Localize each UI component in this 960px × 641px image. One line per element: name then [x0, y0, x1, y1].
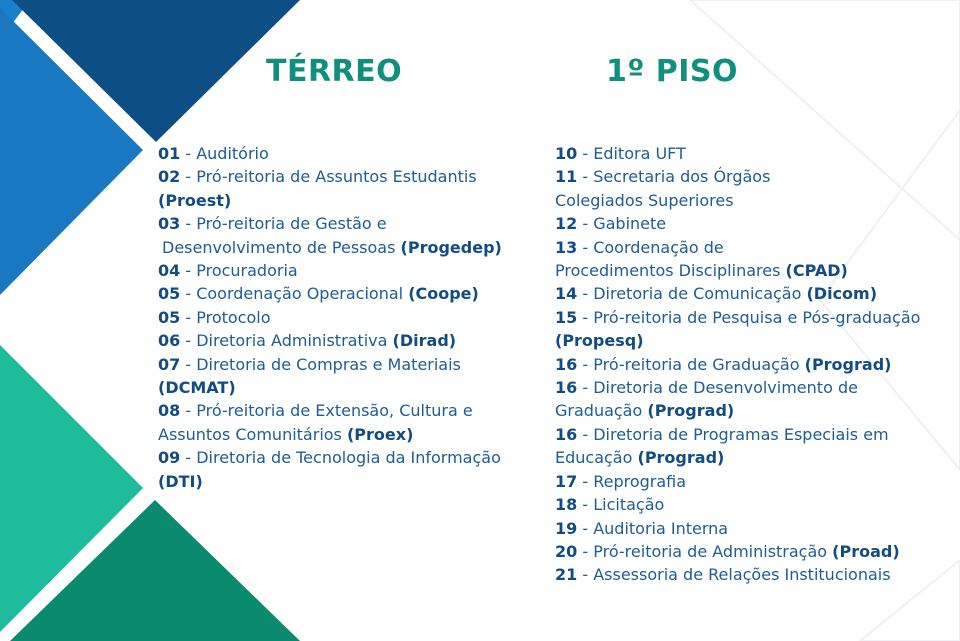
item-abbreviation: (Proad) — [832, 541, 900, 561]
item-number: 21 — [555, 565, 578, 585]
item-number: 16 — [555, 424, 578, 444]
item-text: Diretoria de Comunicação — [593, 284, 802, 304]
list-item-line — [555, 259, 939, 282]
item-text: Diretoria de Tecnologia da Informação — [196, 448, 501, 468]
list-item-line — [555, 446, 939, 469]
heading-terreo: TÉRREO — [266, 54, 403, 89]
list-item-line: 14 - Diretoria de Comunicação (Dicom) — [555, 284, 878, 304]
item-text: Assuntos Comunitários — [158, 424, 342, 444]
item-text: Educação — [555, 448, 633, 468]
list-item-line — [555, 329, 939, 352]
item-text: Pró-reitoria de Extensão, Cultura e — [196, 401, 473, 421]
item-number: 05 — [158, 284, 181, 304]
item-abbreviation: (CPAD) — [785, 261, 848, 281]
item-number: 09 — [158, 448, 181, 468]
item-abbreviation: (Dirad) — [392, 331, 457, 351]
item-number: 01 — [158, 144, 181, 163]
list-item-line: 05 - Coordenação Operacional (Coope) — [158, 284, 479, 304]
item-text: Pró-reitoria de Assuntos Estudantis — [196, 167, 477, 187]
list-item-line: 01 - Auditório — [158, 144, 269, 163]
item-text: Reprografia — [593, 471, 687, 491]
list-primeiro-piso — [555, 142, 939, 587]
item-number: 16 — [555, 354, 578, 374]
item-number: 07 — [158, 354, 181, 374]
item-number: 06 — [158, 331, 181, 351]
list-item-line — [158, 423, 506, 446]
item-number: 12 — [555, 214, 578, 234]
item-number: 15 — [555, 307, 578, 327]
item-text: Diretoria de Desenvolvimento de — [593, 378, 858, 398]
list-item-line: 02 - Pró-reitoria de Assuntos Estudantis — [158, 167, 477, 187]
item-abbreviation: (DTI) — [158, 471, 203, 491]
item-text: Graduação — [555, 401, 643, 421]
item-number: 05 — [158, 307, 181, 327]
item-number: 13 — [555, 237, 578, 257]
item-number: 02 — [158, 167, 181, 187]
item-number: 16 — [555, 378, 578, 398]
list-item-line: 05 - Protocolo — [158, 307, 271, 327]
item-text: Assessoria de Relações Institucionais — [593, 565, 891, 585]
item-text: Desenvolvimento de Pessoas — [162, 237, 396, 257]
list-item-line: 18 - Licitação — [555, 495, 665, 515]
list-item-line: 16 - Diretoria de Programas Especiais em — [555, 424, 889, 444]
list-item-line: 16 - Diretoria de Desenvolvimento de — [555, 378, 858, 398]
item-text: Diretoria de Compras e Materiais — [196, 354, 461, 374]
item-text: Procuradoria — [196, 261, 298, 281]
item-text: Diretoria Administrativa — [196, 331, 388, 351]
item-number: 18 — [555, 495, 578, 515]
item-abbreviation: (Prograd) — [804, 354, 892, 374]
list-item-line: 17 - Reprografia — [555, 471, 687, 491]
list-item-line: 13 - Coordenação de — [555, 237, 724, 257]
list-item-line: 11 - Secretaria dos Órgãos — [555, 167, 771, 187]
item-number: 11 — [555, 167, 578, 187]
list-item-line: 03 - Pró-reitoria de Gestão e — [158, 214, 387, 234]
item-number: 08 — [158, 401, 181, 421]
list-item-line: 06 - Diretoria Administrativa (Dirad) — [158, 331, 457, 351]
item-text: Procedimentos Disciplinares — [555, 261, 781, 281]
item-abbreviation: (Progedep) — [400, 237, 502, 257]
list-item-line: 16 - Pró-reitoria de Graduação (Prograd) — [555, 354, 892, 374]
item-text: Editora UFT — [593, 144, 686, 163]
item-text: Pró-reitoria de Gestão e — [196, 214, 387, 234]
item-number: 14 — [555, 284, 578, 304]
list-item-line: 12 - Gabinete — [555, 214, 667, 234]
item-text: Secretaria dos Órgãos — [593, 167, 771, 187]
item-text: Auditoria Interna — [593, 518, 729, 538]
list-item-line — [158, 470, 506, 493]
item-text: Coordenação Operacional — [196, 284, 404, 304]
list-item-line: 10 - Editora UFT — [555, 144, 686, 163]
list-item-line: 19 - Auditoria Interna — [555, 518, 729, 538]
item-text: Protocolo — [196, 307, 271, 327]
list-item-line — [555, 399, 939, 422]
list-item-line — [555, 189, 939, 212]
list-terreo — [158, 142, 506, 493]
item-abbreviation: (Propesq) — [555, 331, 644, 351]
item-number: 10 — [555, 144, 578, 163]
item-abbreviation: (DCMAT) — [158, 378, 236, 398]
list-item-line: 20 - Pró-reitoria de Administração (Proad) — [555, 541, 900, 561]
item-text: Pró-reitoria de Administração — [593, 541, 828, 561]
item-text: Diretoria de Programas Especiais em — [593, 424, 889, 444]
item-text: Auditório — [196, 144, 269, 163]
item-abbreviation: (Proest) — [158, 190, 232, 210]
item-text: Colegiados Superiores — [555, 190, 734, 210]
list-item-line: 07 - Diretoria de Compras e Materiais — [158, 354, 461, 374]
item-abbreviation: (Coope) — [408, 284, 479, 304]
item-abbreviation: (Prograd) — [647, 401, 735, 421]
item-text: Licitação — [593, 495, 665, 515]
list-item-line — [158, 189, 506, 212]
list-item-line: 21 - Assessoria de Relações Institucionais — [555, 565, 891, 585]
item-text: Gabinete — [593, 214, 667, 234]
item-number: 04 — [158, 261, 181, 281]
list-item-line: 04 - Procuradoria — [158, 261, 298, 281]
item-number: 19 — [555, 518, 578, 538]
list-item-line: 09 - Diretoria de Tecnologia da Informação — [158, 448, 501, 468]
heading-primeiro-piso: 1º PISO — [606, 54, 738, 89]
item-text: Pró-reitoria de Graduação — [593, 354, 800, 374]
item-text: Coordenação de — [593, 237, 724, 257]
item-number: 20 — [555, 541, 578, 561]
list-item-line: 15 - Pró-reitoria de Pesquisa e Pós-graduação — [555, 307, 921, 327]
item-abbreviation: (Dicom) — [806, 284, 878, 304]
list-item-line — [158, 236, 506, 259]
item-text: Pró-reitoria de Pesquisa e Pós-graduação — [593, 307, 921, 327]
item-number: 17 — [555, 471, 578, 491]
item-abbreviation: (Proex) — [346, 424, 414, 444]
list-item-line: 08 - Pró-reitoria de Extensão, Cultura e — [158, 401, 473, 421]
list-item-line — [158, 376, 506, 399]
item-abbreviation: (Prograd) — [637, 448, 725, 468]
item-number: 03 — [158, 214, 181, 234]
